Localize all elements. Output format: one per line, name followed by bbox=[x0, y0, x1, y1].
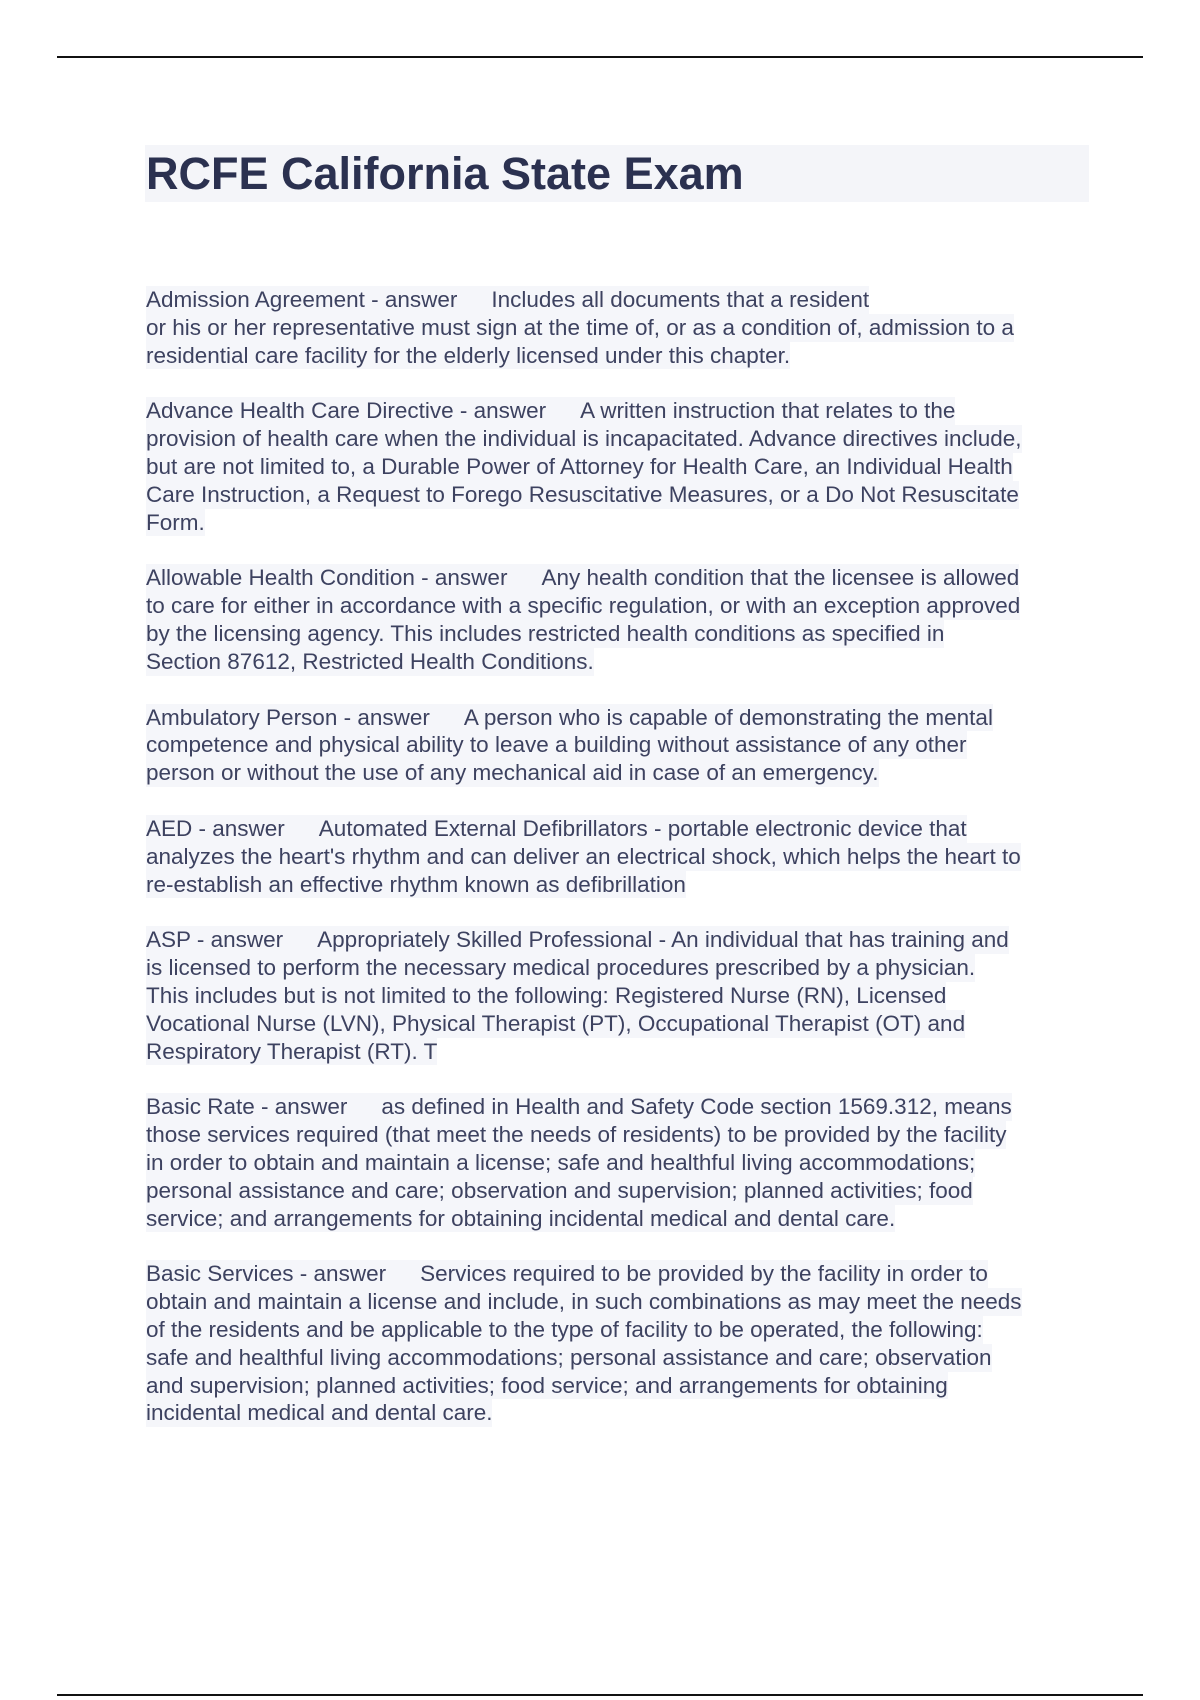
entry-definition-text: or his or her representative must sign at the time of, or as a condition of, admission to a bbox=[146, 314, 1014, 340]
entry-line bbox=[146, 1177, 973, 1205]
entry-definition-text: incidental medical and dental care. bbox=[146, 1400, 493, 1426]
entry-line bbox=[146, 1399, 492, 1427]
entry-line bbox=[146, 954, 975, 982]
entry-line bbox=[146, 564, 1019, 592]
entry-definition-text: provision of health care when the individual is incapacitated. Advance directives include, bbox=[146, 426, 1022, 452]
entry-line bbox=[146, 871, 686, 899]
entry-term: Basic Rate - answer bbox=[146, 1094, 348, 1120]
entry-line bbox=[146, 731, 967, 759]
entry-line bbox=[146, 1288, 1022, 1316]
entry-definition-text: and supervision; planned activities; food service; and arrangements for obtaining bbox=[146, 1372, 948, 1398]
entry-definition-text: re-establish an effective rhythm known as defibrillation bbox=[146, 871, 686, 897]
entry-line bbox=[146, 759, 879, 787]
entry-definition-text: A written instruction that relates to the bbox=[580, 398, 956, 424]
entry-line bbox=[146, 592, 1020, 620]
top-rule bbox=[57, 56, 1143, 58]
entry-term: Allowable Health Condition - answer bbox=[146, 565, 508, 591]
entry-line bbox=[146, 425, 1022, 453]
entry-definition-text: but are not limited to, a Durable Power of Attorney for Health Care, an Individual Health bbox=[146, 453, 1013, 479]
entry-line bbox=[146, 1205, 895, 1233]
entry-definition-text: Includes all documents that a resident bbox=[491, 287, 870, 312]
bottom-rule bbox=[57, 1694, 1143, 1696]
glossary-entry bbox=[146, 926, 1096, 1065]
entry-definition-text: personal assistance and care; observation and supervision; planned activities; food bbox=[146, 1177, 973, 1203]
entry-line bbox=[146, 1316, 983, 1344]
entry-definition-text: Appropriately Skilled Professional - An individual that has training and bbox=[317, 927, 1009, 953]
entry-line bbox=[146, 1010, 965, 1038]
entry-line bbox=[146, 509, 205, 537]
entry-definition-text: is licensed to perform the necessary medical procedures prescribed by a physician. bbox=[146, 955, 976, 981]
glossary-entry bbox=[146, 1093, 1096, 1232]
glossary-entry bbox=[146, 704, 1096, 787]
glossary-entry bbox=[146, 564, 1096, 675]
entry-definition-text: by the licensing agency. This includes restricted health conditions as specified in bbox=[146, 620, 945, 646]
entry-line bbox=[146, 1344, 992, 1372]
entry-definition-text: in order to obtain and maintain a license; safe and healthful living accommodations; bbox=[146, 1149, 976, 1175]
entry-definition-text: residential care facility for the elderly licensed under this chapter. bbox=[146, 342, 791, 368]
entry-line bbox=[146, 926, 1009, 954]
entry-definition-text: as defined in Health and Safety Code section 1569.312, means bbox=[381, 1094, 1012, 1120]
entry-definition-text: Respiratory Therapist (RT). T bbox=[146, 1038, 438, 1064]
entry-term: Basic Services - answer bbox=[146, 1261, 387, 1287]
entry-term: Advance Health Care Directive - answer bbox=[146, 398, 547, 424]
entry-definition-text: service; and arrangements for obtaining incidental medical and dental care. bbox=[146, 1205, 896, 1231]
entry-line bbox=[146, 453, 1013, 481]
entry-term: Ambulatory Person - answer bbox=[146, 704, 430, 730]
entry-term: AED - answer bbox=[146, 815, 285, 841]
entry-line bbox=[146, 1038, 437, 1066]
entry-line bbox=[146, 1149, 975, 1177]
glossary-entry bbox=[146, 1260, 1096, 1427]
entry-definition-text: Any health condition that the licensee is allowed bbox=[541, 565, 1020, 591]
entry-definition-text: This includes but is not limited to the following: Registered Nurse (RN), Licensed bbox=[146, 982, 947, 1008]
entry-definition-text: competence and physical ability to leave a building without assistance of any other bbox=[146, 732, 967, 758]
entry-line bbox=[146, 314, 1014, 342]
entry-line bbox=[146, 648, 594, 676]
entry-line bbox=[146, 286, 869, 314]
glossary-entry bbox=[146, 815, 1096, 898]
glossary-entry bbox=[146, 397, 1096, 536]
entry-definition-text: Automated External Defibrillators - portable electronic device that bbox=[318, 815, 967, 841]
entry-term: ASP - answer bbox=[146, 927, 284, 953]
page-title: RCFE California State Exam bbox=[146, 148, 744, 199]
entry-definition-text: to care for either in accordance with a specific regulation, or with an exception approved bbox=[146, 593, 1021, 619]
entry-line bbox=[146, 1260, 988, 1288]
entry-line bbox=[146, 397, 955, 425]
glossary-entries bbox=[146, 286, 1096, 1455]
entry-definition-text: obtain and maintain a license and include, in such combinations as may meet the needs bbox=[146, 1289, 1022, 1315]
entry-definition-text: of the residents and be applicable to the type of facility to be operated, the following: bbox=[146, 1316, 983, 1342]
entry-definition-text: person or without the use of any mechanical aid in case of an emergency. bbox=[146, 760, 879, 786]
entry-line bbox=[146, 982, 946, 1010]
glossary-entry bbox=[146, 286, 1096, 369]
entry-line bbox=[146, 481, 1019, 509]
entry-definition-text: Form. bbox=[146, 509, 205, 535]
entry-term: Admission Agreement - answer bbox=[146, 287, 458, 312]
entry-line bbox=[146, 1093, 1012, 1121]
entry-definition-text: safe and healthful living accommodations; personal assistance and care; observation bbox=[146, 1344, 992, 1370]
entry-line bbox=[146, 1372, 948, 1400]
entry-line bbox=[146, 704, 993, 732]
entry-definition-text: analyzes the heart's rhythm and can deliver an electrical shock, which helps the heart to bbox=[146, 843, 1021, 869]
entry-definition-text: A person who is capable of demonstrating the mental bbox=[463, 704, 993, 730]
entry-line bbox=[146, 843, 1021, 871]
entry-line bbox=[146, 815, 967, 843]
entry-definition-text: Section 87612, Restricted Health Conditions. bbox=[146, 648, 594, 674]
entry-definition-text: Services required to be provided by the facility in order to bbox=[420, 1261, 988, 1287]
entry-definition-text: Care Instruction, a Request to Forego Resuscitative Measures, or a Do Not Resuscitate bbox=[146, 481, 1019, 507]
entry-definition-text: those services required (that meet the needs of residents) to be provided by the facility bbox=[146, 1122, 1007, 1148]
entry-line bbox=[146, 342, 790, 370]
entry-line bbox=[146, 1121, 1006, 1149]
entry-line bbox=[146, 620, 944, 648]
entry-definition-text: Vocational Nurse (LVN), Physical Therapist (PT), Occupational Therapist (OT) and bbox=[146, 1010, 966, 1036]
